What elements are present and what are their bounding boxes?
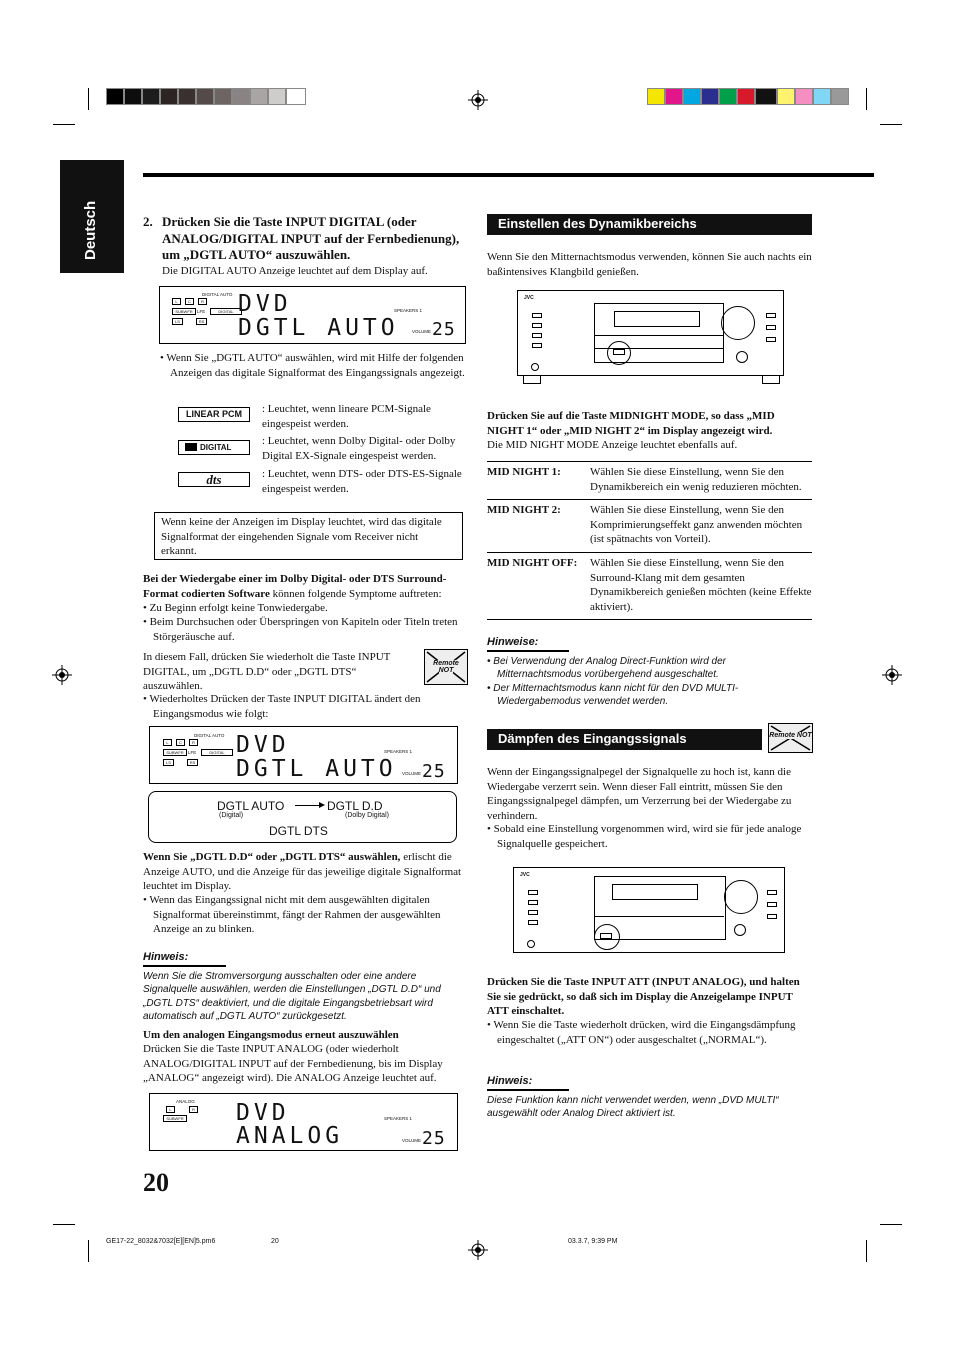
hinweise-1-text: Bei Verwendung der Analog Direct-Funktion wird der Mitternachtsmodus vorübergehend ausgeschaltet. [493, 656, 726, 681]
symptom-2: • Beim Durchsuchen oder Überspringen von Kapiteln oder Titeln treten Störgeräusche auf. [143, 616, 458, 643]
midnight-instruction: Drücken Sie auf die Taste MIDNIGHT MODE, so dass „MID NIGHT 1“ oder „MID NIGHT 2“ im Display angezeigt wird. [487, 410, 775, 437]
midnight-mode-desc: Wählen Sie diese Einstellung, wenn Sie den Surround-Klang mit dem gesamten Dynamikbereich genießen möchten (keine Effekte aktiviert). [590, 556, 812, 613]
display-line2: ANALOG [236, 1123, 344, 1149]
dolby-digital-indicator: DIGITAL [201, 749, 233, 756]
channel-subwfr: SUBWFR [172, 308, 196, 315]
channel-ls: LS [163, 759, 174, 766]
speakers-label: SPEAKERS 1 [384, 749, 413, 754]
receiver-screen [612, 884, 698, 900]
crop-mark [866, 1240, 867, 1262]
crop-mark [880, 124, 902, 125]
midnight-table [487, 461, 812, 620]
dd-paragraph-bold: Wenn Sie „DGTL D.D“ oder „DGTL DTS“ auswählen, [143, 851, 401, 863]
section-dynamic-range-intro: Wenn Sie den Mitternachtsmodus verwenden, können Sie auch nachts ein baßintensives Klangbild genießen. [487, 251, 812, 278]
power-button-icon [527, 940, 535, 948]
dts-indicator: dts [178, 472, 250, 487]
volume-label: VOLUME [412, 329, 432, 334]
crop-mark [53, 1224, 75, 1225]
small-knob-icon [736, 351, 748, 363]
indicator-digital-auto: DIGITAL AUTO [202, 292, 233, 297]
channel-r: R [198, 298, 207, 305]
volume-label: VOLUME [402, 1138, 422, 1143]
front-button [528, 890, 538, 895]
display-panel-digital-auto [159, 286, 466, 344]
midnight-mode-name: MID NIGHT 1: [487, 466, 561, 478]
display-line1: DVD [236, 732, 290, 758]
power-button-icon [531, 363, 539, 371]
remote-not-icon [768, 723, 813, 753]
receiver-illustration [517, 290, 784, 376]
front-button [528, 910, 538, 915]
speakers-label: SPEAKERS 1 [394, 308, 423, 313]
language-tab-label: Deutsch [82, 200, 99, 260]
display-panel-2 [149, 726, 458, 784]
linear-pcm-indicator: LINEAR PCM [178, 407, 250, 422]
footer-file: GE17-22_8032&7032[E][EN]5.pm6 [106, 1238, 216, 1245]
channel-lfe: LFE [188, 750, 197, 755]
dd-paragraph [143, 850, 468, 894]
channel-ls: LS [172, 318, 183, 325]
footer-date: 03.3.7, 9:39 PM [568, 1238, 618, 1245]
channel-c: C [185, 298, 194, 305]
receiver-illustration [513, 867, 785, 953]
dd-paragraph-rest: erlischt die Anzeige AUTO, und die Anzeige für das jeweilige digitale Signalformat leuchtet im Display. [143, 851, 462, 893]
section-input-att-title: Dämpfen des Eingangssignals [487, 729, 762, 750]
channel-l: L [172, 298, 181, 305]
channel-subwfr: SUBWFR [163, 1115, 187, 1122]
registration-target-icon [468, 1240, 488, 1260]
channel-c: C [176, 739, 185, 746]
registration-target-icon [882, 665, 902, 685]
step-subtext: Die DIGITAL AUTO Anzeige leuchtet auf dem Display auf. [162, 265, 428, 277]
mode-cycle-diagram [148, 791, 457, 843]
volume-knob-icon [724, 880, 758, 914]
input-att-bullet-text: Sobald eine Einstellung vorgenommen wird, wird sie für jede analoge Signalquelle gespeichert. [493, 823, 802, 850]
symptom-intro [143, 572, 468, 601]
repeat-bullet-text: Wiederholtes Drücken der Taste INPUT DIGITAL ändert den Eingangsmodus wie folgt: [149, 693, 421, 720]
midnight-mode-name: MID NIGHT 2: [487, 504, 561, 517]
hinweise-2-text: Der Mitternachtsmodus kann nicht für den DVD MULTI-Wiedergabemodus verwendet werden. [493, 683, 739, 708]
receiver-foot [762, 376, 780, 384]
channel-l: L [166, 1106, 175, 1113]
hinweis-label: Hinweis: [143, 951, 226, 967]
channel-r: R [189, 739, 198, 746]
repeat-bullet: • Wiederholtes Drücken der Taste INPUT DIGITAL ändert den Eingangsmodus wie folgt: [143, 693, 421, 720]
midnight-row [487, 500, 812, 553]
receiver-screen [614, 311, 700, 327]
blink-bullet: • Wenn das Eingangssignal nicht mit dem ausgewählten digitalen Signalformat übereinstimmt, fängt der Rahmen der ausgewählten Anzeige an zu blinken. [143, 894, 441, 936]
cycle-dgtl-dd: DGTL D.D [327, 799, 383, 813]
front-button [766, 325, 776, 330]
auto-bullet: • Wenn Sie „DGTL AUTO“ auswählen, wird mit Hilfe der folgenden Anzeigen das digitale Signalformat des Eingangssignals angezeigt. [160, 352, 465, 379]
crop-mark [53, 124, 75, 125]
cycle-dgtl-auto-sub: (Digital) [219, 812, 244, 819]
blink-bullet-text: Wenn das Eingangssignal nicht mit dem ausgewählten digitalen Signalformat übereinstimmt, fängt der Rahmen der ausgewählten Anzeige an zu blinken. [149, 894, 441, 936]
registration-target-icon [52, 665, 72, 685]
crop-mark [880, 1224, 902, 1225]
linear-pcm-desc: : Leuchtet, wenn lineare PCM-Signale eingespeist werden. [262, 403, 431, 430]
step-title: Drücken Sie die Taste INPUT DIGITAL (oder ANALOG/DIGITAL INPUT auf der Fernbedienung), um „DGTL AUTO“ auszuwählen. [162, 214, 460, 262]
analog-heading: Um den analogen Eingangsmodus erneut auszuwählen [143, 1029, 399, 1041]
midnight-mode-desc: Wählen Sie diese Einstellung, wenn Sie den Dynamikbereich ein wenig reduzieren möchten. [590, 466, 802, 493]
front-button [528, 900, 538, 905]
crop-mark [88, 88, 89, 110]
display-panel-analog [149, 1093, 458, 1151]
symptom-2-text: Beim Durchsuchen oder Überspringen von Kapiteln oder Titeln treten Störgeräusche auf. [149, 616, 458, 643]
dolby-digital-indicator-box [178, 440, 250, 455]
hinweise-2: • Der Mitternachtsmodus kann nicht für den DVD MULTI-Wiedergabemodus verwendet werden. [487, 683, 739, 708]
symptom-1: • Zu Beginn erfolgt keine Tonwiedergabe. [143, 602, 328, 614]
indicator-analog: ANALOG [176, 1099, 195, 1104]
cycle-dgtl-dts: DGTL DTS [269, 824, 328, 838]
hinweis-text: Wenn Sie die Stromversorgung ausschalten oder eine andere Signalquelle auswählen, werden die Einstellungen „DGTL D.D“ und „DGTL DTS“ deaktiviert, und die digitale Eingangsbetriebsart wird automatisch auf „DGTL AUTO“ zurückgesetzt. [143, 971, 441, 1022]
front-button [528, 920, 538, 925]
header-rule [143, 173, 874, 177]
symptom-1-text: Zu Beginn erfolgt keine Tonwiedergabe. [149, 602, 328, 614]
step-number: 2. [143, 214, 153, 229]
hinweis2-label: Hinweis: [487, 1075, 569, 1091]
midnight-row [487, 462, 812, 500]
volume-value: 25 [422, 761, 446, 782]
language-tab [60, 160, 124, 273]
crop-mark [88, 1240, 89, 1262]
front-button [766, 337, 776, 342]
display-line2: DGTL AUTO [236, 756, 397, 782]
channel-subwfr: SUBWFR [163, 749, 187, 756]
display-line2: DGTL AUTO [238, 315, 399, 341]
indicator-digital-auto: DIGITAL AUTO [194, 733, 225, 738]
display-line1: DVD [238, 291, 292, 317]
input-att-bullet-2-text: Wenn Sie die Taste wiederholt drücken, wird die Eingangsdämpfung eingeschaltet („ATT ON“) oder ausgeschaltet („NORMAL“). [493, 1019, 796, 1046]
crop-mark [866, 88, 867, 110]
midnight-row [487, 553, 812, 620]
front-button [767, 890, 777, 895]
speakers-label: SPEAKERS 1 [384, 1116, 413, 1121]
midnight-instruction-sub: Die MID NIGHT MODE Anzeige leuchtet ebenfalls auf. [487, 439, 738, 451]
input-att-bullet: • Sobald eine Einstellung vorgenommen wird, wird sie für jede analoge Signalquelle gespeichert. [487, 823, 802, 850]
dolby-digital-label: DIGITAL [200, 443, 232, 452]
brand-logo: JVC [524, 295, 534, 301]
channel-r: R [189, 1106, 198, 1113]
channel-rs: RS [196, 318, 207, 325]
dolby-digital-desc: : Leuchtet, wenn Dolby Digital- oder Dolby Digital EX-Signale eingespeist werden. [262, 435, 456, 462]
page-number: 20 [143, 1168, 169, 1197]
volume-label: VOLUME [402, 771, 422, 776]
input-att-instruction: Drücken Sie die Taste INPUT ATT (INPUT ANALOG), und halten Sie sie gedrückt, so daß sich im Display die Anzeigelampe INPUT ATT einschaltet. [487, 976, 800, 1018]
symptom-intro-rest: können folgende Symptome auftreten: [269, 587, 442, 600]
cycle-dgtl-auto: DGTL AUTO [217, 799, 285, 813]
midnight-mode-button [613, 349, 625, 355]
arrow-right-icon [295, 805, 321, 806]
footer-page: 20 [271, 1238, 279, 1245]
front-button [766, 313, 776, 318]
section-dynamic-range-title: Einstellen des Dynamikbereichs [487, 214, 812, 235]
input-att-bullet-2: • Wenn Sie die Taste wiederholt drücken, wird die Eingangsdämpfung eingeschaltet („ATT ON“) oder ausgeschaltet („NORMAL“). [487, 1019, 796, 1046]
dolby-digital-indicator: DIGITAL [210, 308, 242, 315]
dts-desc: : Leuchtet, wenn DTS- oder DTS-ES-Signale eingespeist werden. [262, 468, 462, 495]
cycle-dgtl-dd-sub: (Dolby Digital) [345, 812, 389, 819]
midnight-mode-name: MID NIGHT OFF: [487, 556, 578, 569]
auto-bullet-text: Wenn Sie „DGTL AUTO“ auswählen, wird mit Hilfe der folgenden Anzeigen das digitale Signalformat des Eingangssignals angezeigt. [166, 352, 465, 379]
front-button [532, 323, 542, 328]
channel-rs: RS [187, 759, 198, 766]
section-input-att-intro: Wenn der Eingangssignalpegel der Signalquelle zu hoch ist, kann die Wiedergabe verzerrt sein. Wenn dieser Fall eintritt, müssen Sie den Eingangssignalpegel dämpfen, um Verzerrung bei der Wiedergabe zu verhindern. [487, 766, 792, 822]
hinweise-1: • Bei Verwendung der Analog Direct-Funktion wird der Mitternachtsmodus vorübergehend ausgeschaltet. [487, 656, 726, 681]
channel-lfe: LFE [197, 309, 206, 314]
volume-value: 25 [432, 319, 456, 340]
note-box: Wenn keine der Anzeigen im Display leuchtet, wird das digitale Signalformat der eingehenden Signale vom Receiver nicht erkannt. [154, 512, 463, 560]
midnight-mode-desc: Wählen Sie diese Einstellung, wenn Sie den Komprimierungseffekt ganz anwenden möchten (ist spätnachts von Vorteil). [590, 504, 803, 546]
front-button [532, 333, 542, 338]
volume-value: 25 [422, 1128, 446, 1149]
arrowhead-icon [319, 802, 325, 808]
registration-target-icon [468, 90, 488, 110]
front-button [532, 343, 542, 348]
hinweise-label: Hinweise: [487, 636, 569, 652]
channel-l: L [163, 739, 172, 746]
small-knob-icon [734, 924, 746, 936]
front-button [532, 313, 542, 318]
remote-not-label: Remote NOT [769, 732, 812, 739]
receiver-foot [523, 376, 541, 384]
front-button [767, 914, 777, 919]
display-line1: DVD [236, 1100, 290, 1126]
volume-knob-icon [721, 306, 755, 340]
symptom-intro-bold: Bei der Wiedergabe einer im Dolby Digital- oder DTS Surround-Format codierten Software [143, 573, 447, 600]
dolby-logo-icon [185, 443, 197, 451]
front-button [767, 902, 777, 907]
brand-logo: JVC [520, 872, 530, 878]
remote-not-icon [424, 649, 468, 685]
case-paragraph: In diesem Fall, drücken Sie wiederholt die Taste INPUT DIGITAL, um „DGTL D.D“ oder „DGTL DTS“ auszuwählen. [143, 651, 391, 693]
input-att-button [600, 933, 612, 939]
analog-text: Drücken Sie die Taste INPUT ANALOG (oder wiederholt ANALOG/DIGITAL INPUT auf der Fernbedienung, bis im Display „ANALOG“ angezeigt wird). Die ANALOG Anzeige leuchtet auf. [143, 1043, 443, 1085]
remote-not-label: Remote NOT [433, 660, 459, 674]
hinweis2-text: Diese Funktion kann nicht verwendet werden, wenn „DVD MULTI“ ausgewählt oder Analog Direct aktiviert ist. [487, 1095, 779, 1120]
